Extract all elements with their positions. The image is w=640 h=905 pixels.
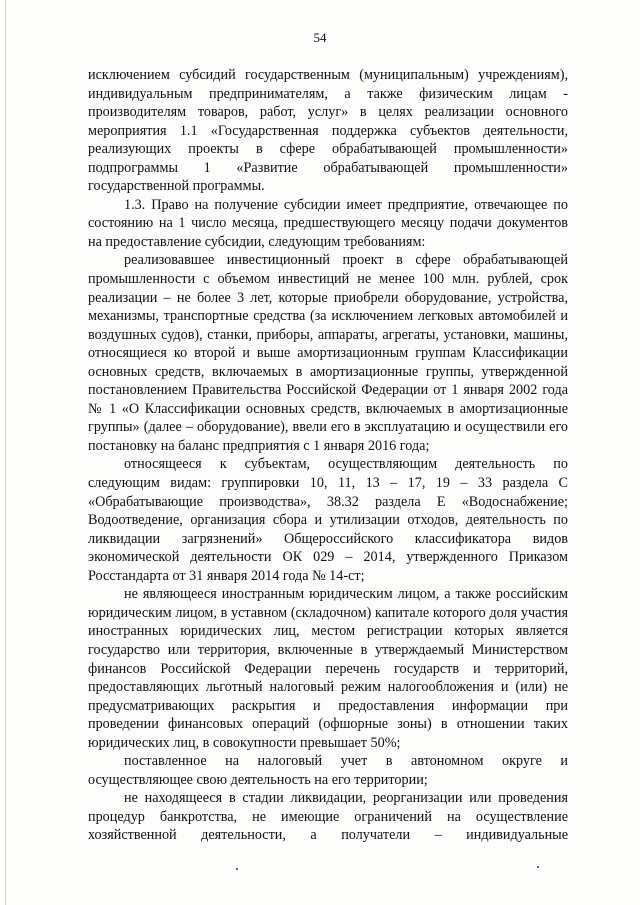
document-body <box>88 66 568 845</box>
paragraph-1-3: 1.3. Право на получение субсидии имеет предприятие, отвечающее по состоянию на 1 число месяца, предшествующего месяцу подачи документов на предоставление субсидии, следующим требованиям: <box>88 196 568 250</box>
scan-speck <box>236 868 238 870</box>
scan-edge <box>5 0 6 905</box>
paragraph-continuation: исключением субсидий государственным (муниципальным) учреждениям), индивидуальным предпринимателям, а также физическим лицам - производителям товаров, работ, услуг» в целях реализации основного мероприятия 1.1 «Государственная поддержка субъектов деятельности, реализующих проекты в сфере обрабатывающей промышленности» подпрограммы 1 «Развитие обрабатывающей промышленности» государственной программы. <box>88 67 568 195</box>
page-number: 54 <box>313 30 327 45</box>
paragraph-requirement-foreign: не являющееся иностранным юридическим лицом, а также российским юридическим лицом, в уставном (складочном) капитале которого доля участия иностранных юридических лиц, местом регистрации которых является государство или территория, включенные в утверждаемый Министерством финансов Российской Федерации перечень государств и территорий, предоставляющих льготный налоговый режим налогообложения и (или) не предусматривающих раскрытия и предоставления информации при проведении финансовых операций (офшорные зоны) в отношении таких юридических лиц, в совокупности превышает 50%; <box>88 586 568 751</box>
paragraph-requirement-tax: поставленное на налоговый учет в автономном округе и осуществляющее свою деятельность на его территории; <box>88 753 568 788</box>
scan-speck <box>537 866 539 868</box>
paragraph-requirement-bankruptcy: не находящееся в стадии ликвидации, реорганизации или проведения процедур банкротства, не имеющие ограничений на осуществление хозяйственной деятельности, а получатели – индивидуальные <box>88 790 568 844</box>
paragraph-requirement-activity: относящееся к субъектам, осуществляющим деятельность по следующим видам: группировки 10, 11, 13 – 17, 19 – 33 раздела С «Обрабатывающие производства», 38.32 раздела Е «Водоснабжение; Водоотведение, организация сбора и утилизации отходов, деятельность по ликвидации загрязнений» Общероссийского классификатора видов экономической деятельности ОК 029 – 2014, утвержденного Приказом Росстандарта от 31 января 2014 года № 14-ст; <box>88 456 568 584</box>
paragraph-requirement-investment: реализовавшее инвестиционный проект в сфере обрабатывающей промышленности с объемом инвестиций не менее 100 млн. рублей, срок реализации – не более 3 лет, которые приобрели оборудование, устройства, механизмы, транспортные средства (за исключением легковых автомобилей и воздушных судов), станки, приборы, аппараты, агрегаты, установки, машины, относящиеся ко второй и выше амортизационным группам Классификации основных средств, включаемых в амортизационные группы, утвержденной постановлением Правительства Российской Федерации от 1 января 2002 года № 1 «О Классификации основных средств, включаемых в амортизационные группы» (далее – оборудование), ввели его в эксплуатацию и осуществили его постановку на баланс предприятия с 1 января 2016 года; <box>88 252 568 454</box>
